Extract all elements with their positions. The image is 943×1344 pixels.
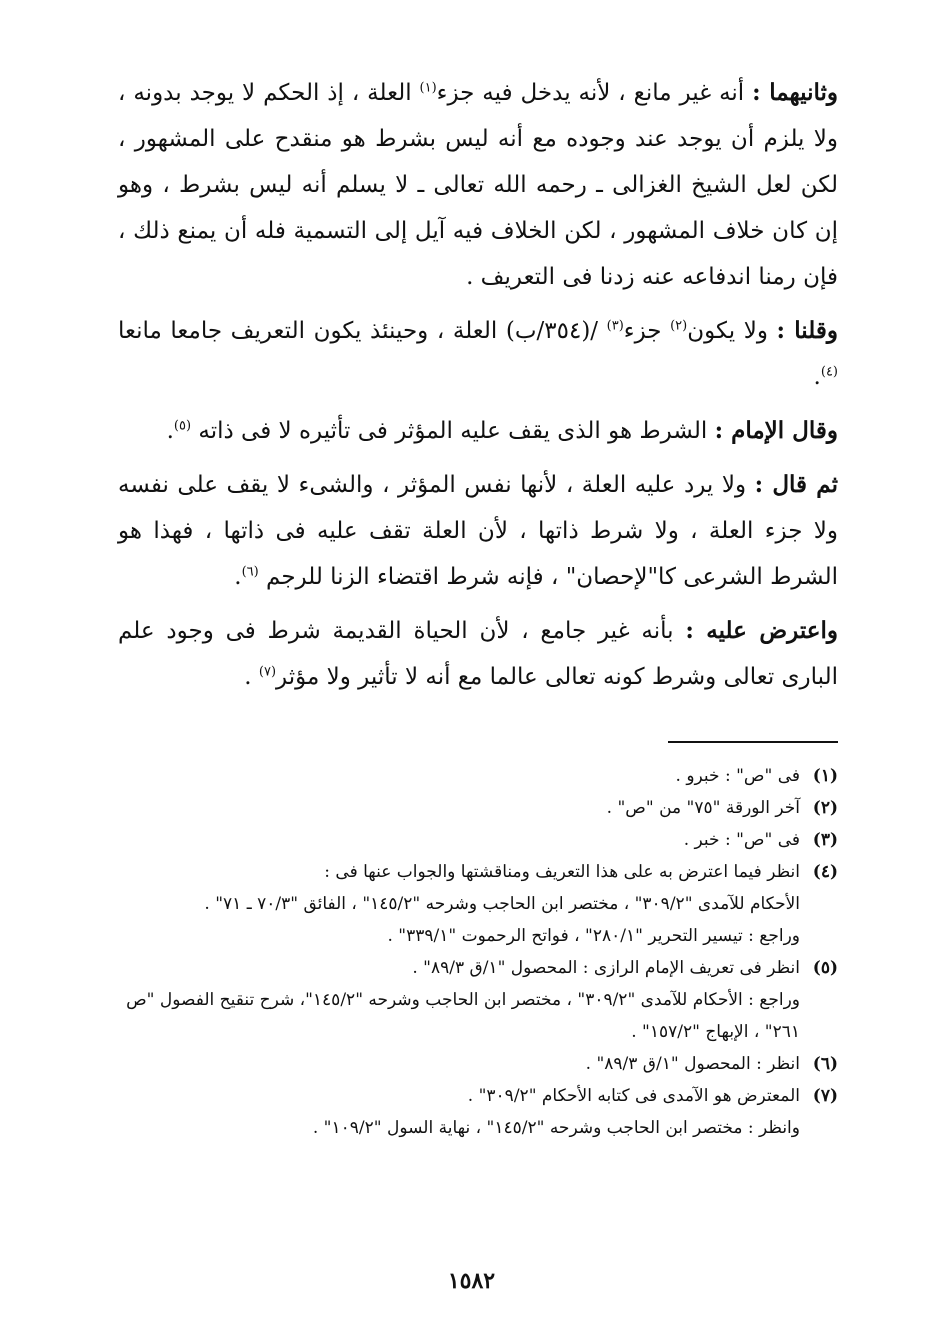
footnote-number: (٥) (812, 958, 838, 978)
paragraph-text: . (244, 664, 259, 690)
footnote-1 (118, 760, 838, 792)
footnote-line: انظر فى تعريف الإمام الرازى : المحصول "١/ق ٨٩/٣" . (412, 958, 800, 978)
footnote-text (118, 856, 800, 952)
footnote-ref: (٤) (820, 364, 838, 380)
footnote-ref: (١) (419, 80, 437, 96)
page-number: ١٥٨٢ (447, 1268, 496, 1294)
paragraph-text: . (813, 364, 821, 390)
paragraph-text: ولا يكون (687, 318, 777, 344)
footnote-line: وانظر : مختصر ابن الحاجب وشرحه "١٤٥/٢" ، نهاية السول "١٠٩/٢" . (312, 1118, 800, 1138)
footnote-text (118, 1080, 800, 1144)
footnote-text (118, 792, 800, 824)
paragraph-text: أنه غير مانع ، لأنه يدخل فيه جزء (436, 80, 753, 106)
footnote-ref: (٣) (606, 318, 624, 334)
paragraph-text: الشرط هو الذى يقف عليه المؤثر فى تأثيره لا فى ذاته (191, 418, 715, 444)
paragraph-text: . (234, 564, 242, 590)
footnote-4 (118, 856, 838, 952)
paragraph-lead: ثم قال : (754, 471, 839, 498)
footnote-number: (١) (812, 766, 838, 786)
footnote-ref: (٢) (670, 318, 688, 334)
paragraph-lead: واعترض عليه : (685, 617, 838, 644)
footnote-line: آخر الورقة "٧٥" من "ص" . (606, 798, 800, 818)
paragraph-lead: وقال الإمام : (714, 417, 838, 444)
paragraph-4 (118, 462, 838, 600)
footnote-7 (118, 1080, 838, 1144)
paragraph-lead: وقلنا : (776, 317, 838, 344)
footnote-text (118, 1048, 800, 1080)
footnote-line: فى "ص" : خبرو . (675, 766, 800, 786)
footnotes (118, 760, 838, 1144)
main-text (118, 70, 838, 708)
footnote-number: (٣) (812, 830, 838, 850)
footnote-5 (118, 952, 838, 1048)
footnote-ref: (٧) (258, 664, 277, 680)
paragraph-3 (118, 408, 838, 454)
footnote-number: (٢) (812, 798, 838, 818)
footnote-line: وراجع : تيسير التحرير "٢٨٠/١" ، فواتح الرحموت "٣٣٩/١" . (387, 926, 800, 946)
footnote-text (118, 952, 800, 1048)
footnote-number: (٦) (812, 1054, 838, 1074)
paragraph-text: جزء (623, 318, 671, 344)
paragraph-text: /(٣٥٤/ب) العلة ، وحينئذ يكون التعريف جامعا مانعا (118, 318, 607, 344)
paragraph-text: العلة ، إذ الحكم لا يوجد بدونه ، ولا يلزم أن يوجد عند وجوده مع أنه ليس بشرط هو منقدح على المشهور ، لكن لعل الشيخ الغزالى ـ رحمه الله تعالى ـ لا يسلم أنه ليس بشرط ، وهو إن كان خلاف المشهور ، لكن الخلاف فيه آيل إلى التسمية فله أن يمنع ذلك ، فإن رمنا اندفاعه عنه زدنا فى التعريف . (118, 80, 838, 290)
footnote-line: وراجع : الأحكام للآمدى "٣٠٩/٢" ، مختصر ابن الحاجب وشرحه "١٤٥/٢"، شرح تنقيح الفصول "ص ٢٦١" ، الإبهاج "١٥٧/٢" . (126, 990, 800, 1042)
footnote-divider (668, 741, 838, 743)
footnote-line: الأحكام للآمدى "٣٠٩/٢" ، مختصر ابن الحاجب وشرحه "١٤٥/٢" ، الفائق "٧٠/٣ ـ ٧١" . (204, 894, 800, 914)
footnote-6 (118, 1048, 838, 1080)
paragraph-5 (118, 608, 838, 700)
footnote-line: انظر فيما اعترض به على هذا التعريف ومناقشتها والجواب عنها فى : (324, 862, 800, 882)
paragraph-text: بأنه غير جامع ، لأن الحياة القديمة شرط فى وجود علم البارى تعالى وشرط كونه تعالى عالما مع أنه لا تأثير ولا مؤثر (118, 618, 838, 690)
paragraph-2 (118, 308, 838, 400)
footnote-number: (٤) (812, 862, 838, 882)
paragraph-text: ولا يرد عليه العلة ، لأنها نفس المؤثر ، والشىء لا يقف على نفسه ولا جزء العلة ، ولا شرط ذاتها ، لأن العلة تقف عليه فى ذاتها ، فهذا هو الشرط الشرعى كا"لإحصان" ، فإنه شرط اقتضاء الزنا للرجم (118, 472, 838, 590)
footnote-2 (118, 792, 838, 824)
footnote-number: (٧) (812, 1086, 838, 1106)
paragraph-lead: وثانيهما : (752, 79, 838, 106)
footnote-text (118, 824, 800, 856)
paragraph-text: . (166, 418, 174, 444)
footnote-ref: (٦) (241, 564, 259, 580)
footnote-line: المعترض هو الآمدى فى كتابه الأحكام "٣٠٩/٢" . (467, 1086, 800, 1106)
footnote-line: فى "ص" : خبر . (683, 830, 800, 850)
paragraph-1 (118, 70, 838, 300)
footnote-ref: (٥) (173, 418, 192, 434)
footnote-text (118, 760, 800, 792)
footnote-line: انظر : المحصول "١/ق ٨٩/٣" . (585, 1054, 800, 1074)
footnote-3 (118, 824, 838, 856)
